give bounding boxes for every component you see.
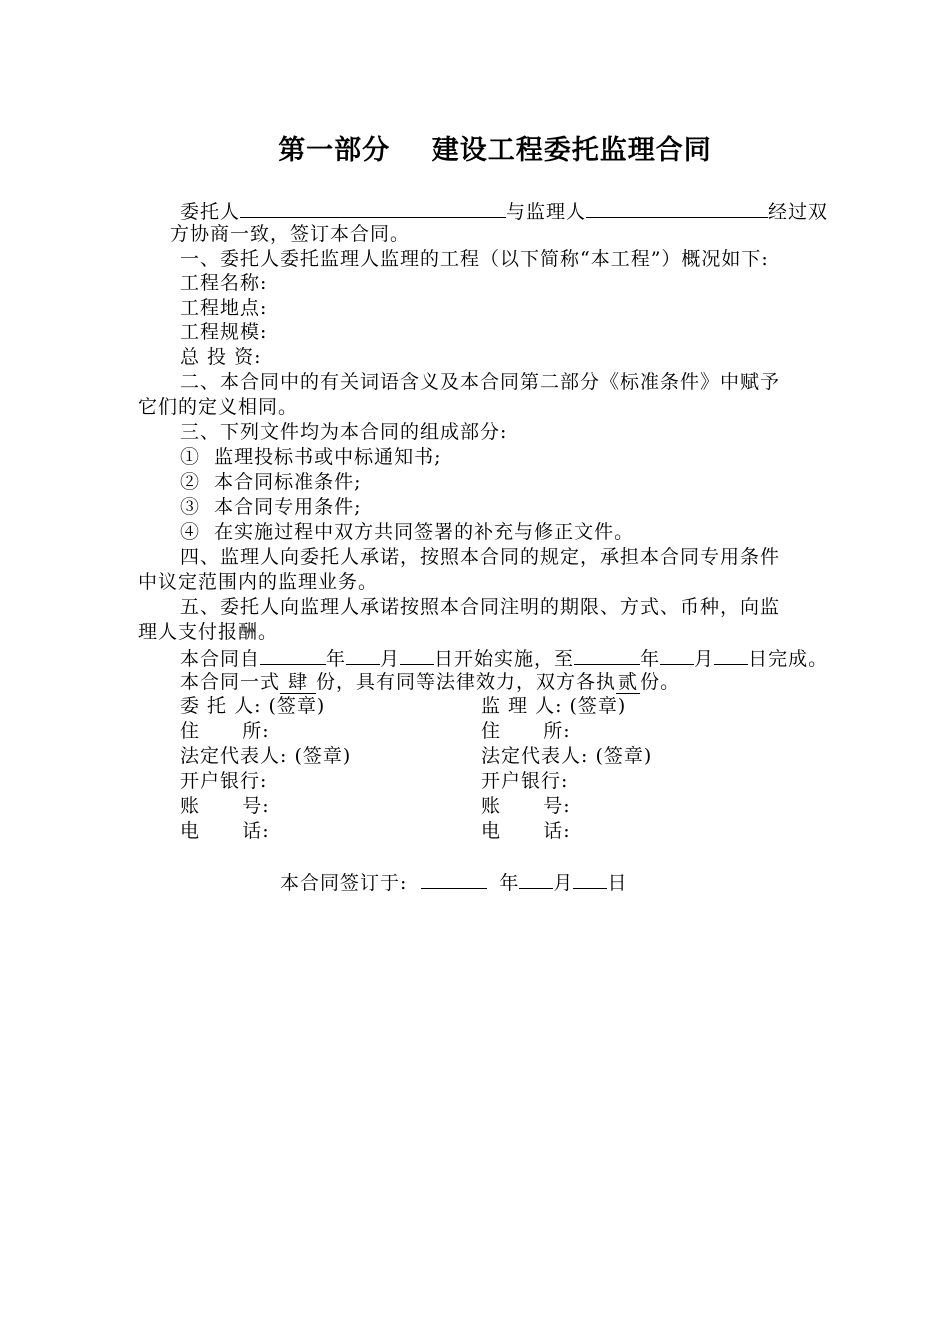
project-location-field: 工程地点: [180, 297, 268, 319]
period-end-label: 日完成。 [748, 648, 829, 670]
principal-sign: 委 托 人: (签章) [180, 695, 326, 717]
supervisor-label: 与监理人 [506, 201, 587, 223]
clause-4-line-2: 中议定范围内的监理业务。 [138, 571, 379, 593]
clause-5-line-1: 五、委托人向监理人承诺按照本合同注明的期限、方式、币种，向监 [180, 596, 781, 618]
intro-line-1 [180, 198, 828, 224]
start-year-blank[interactable] [260, 645, 326, 665]
principal-legal-rep: 法定代表人: (签章) [180, 745, 352, 767]
sign-month-label: 月 [553, 872, 574, 894]
intro-tail: 经过双 [768, 201, 829, 223]
sign-year-label: 年 [499, 872, 520, 894]
copies-clause [180, 670, 680, 694]
copies-prefix: 本合同一式 [180, 671, 281, 693]
end-month-blank[interactable] [660, 645, 694, 665]
page-title: 第一部分 建设工程委托监理合同 [278, 135, 712, 166]
period-year2-label: 年 [640, 648, 661, 670]
principal-account: 账 号: [180, 795, 270, 817]
clause-2-line-2: 它们的定义相同。 [138, 396, 299, 418]
start-day-blank[interactable] [400, 645, 434, 665]
sign-day-label: 日 [607, 872, 628, 894]
end-year-blank[interactable] [574, 645, 640, 665]
clause-1: 一、委托人委托监理人监理的工程（以下简称“本工程”）概况如下: [180, 248, 769, 270]
sign-year-blank[interactable] [421, 869, 487, 889]
supervisor-address: 住 所: [481, 720, 571, 742]
supervisor-account: 账 号: [481, 795, 571, 817]
supervisor-legal-rep: 法定代表人: (签章) [481, 745, 653, 767]
period-month2-label: 月 [694, 648, 715, 670]
copies-middle: 份，具有同等法律效力，双方各执 [316, 671, 617, 693]
supervisor-phone: 电 话: [481, 820, 571, 842]
project-name-field: 工程名称: [180, 272, 268, 294]
start-month-blank[interactable] [346, 645, 380, 665]
period-month-label: 月 [380, 648, 401, 670]
copies-count: 肆 [280, 671, 316, 694]
clause-5-line-2: 理人支付报酬。 [138, 621, 279, 643]
document-item: ② 本合同标准条件; [180, 471, 362, 493]
project-scale-field: 工程规模: [180, 321, 268, 343]
period-year-label: 年 [326, 648, 347, 670]
sign-day-blank[interactable] [573, 869, 607, 889]
document-item: ④ 在实施过程中双方共同签署的补充与修正文件。 [180, 521, 635, 543]
document-item: ① 监理投标书或中标通知书; [180, 446, 442, 468]
signing-date [280, 869, 627, 895]
clause-4-line-1: 四、监理人向委托人承诺，按照本合同的规定，承担本合同专用条件 [180, 546, 781, 568]
signing-date-label: 本合同签订于: [280, 872, 408, 894]
clause-3: 三、下列文件均为本合同的组成部分: [180, 421, 508, 443]
principal-phone: 电 话: [180, 820, 270, 842]
document-item: ③ 本合同专用条件; [180, 496, 362, 518]
supervisor-bank: 开户银行: [481, 770, 569, 792]
copies-each: 贰 [618, 671, 639, 693]
principal-bank: 开户银行: [180, 770, 268, 792]
clause-2-line-1: 二、本合同中的有关词语含义及本合同第二部分《标准条件》中赋予 [180, 371, 781, 393]
total-investment-field: 总 投 资: [180, 346, 262, 368]
copies-suffix: 份。 [640, 671, 681, 693]
principal-address: 住 所: [180, 720, 270, 742]
supervisor-sign: 监 理 人: (签章) [481, 695, 627, 717]
period-prefix: 本合同自 [180, 648, 261, 670]
supervisor-blank[interactable] [586, 198, 768, 218]
contract-period [180, 645, 828, 671]
principal-label: 委托人 [180, 201, 241, 223]
principal-blank[interactable] [240, 198, 506, 218]
end-day-blank[interactable] [714, 645, 748, 665]
intro-line-2: 方协商一致，签订本合同。 [170, 223, 411, 245]
sign-month-blank[interactable] [519, 869, 553, 889]
period-start-label: 日开始实施，至 [434, 648, 575, 670]
